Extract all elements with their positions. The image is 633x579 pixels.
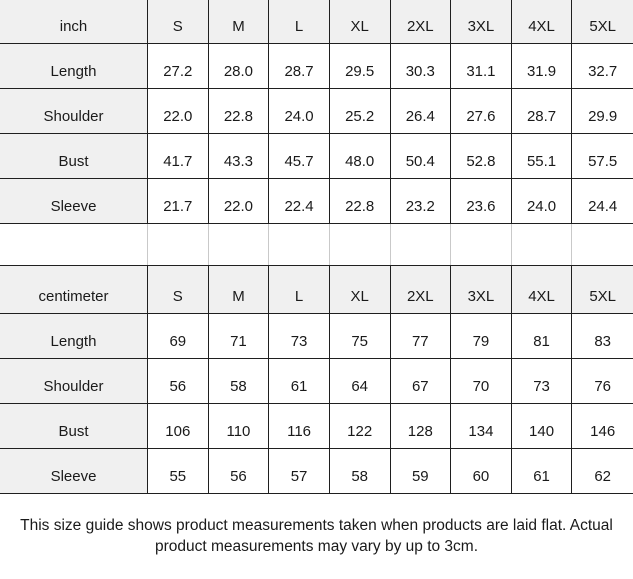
measurement-cell: 28.7	[269, 44, 330, 89]
size-col-header-5xl: 5XL	[572, 0, 633, 44]
measurement-cell: 77	[391, 314, 452, 359]
measurement-cell: 61	[512, 449, 573, 494]
spacer-column	[209, 224, 270, 265]
measurement-cell: 56	[209, 449, 270, 494]
measurement-cell: 76	[572, 359, 633, 404]
measurement-cell: 23.2	[391, 179, 452, 224]
size-col-header-m: M	[209, 0, 270, 44]
measurement-cell: 23.6	[451, 179, 512, 224]
spacer-column	[269, 224, 330, 265]
spacer-column	[330, 224, 391, 265]
size-guide-disclaimer	[0, 515, 633, 557]
measurement-cell: 146	[572, 404, 633, 449]
measurement-cell: 75	[330, 314, 391, 359]
size-col-header-xl: XL	[330, 266, 391, 314]
row-label-bust: Bust	[0, 404, 148, 449]
size-col-header-2xl: 2XL	[391, 266, 452, 314]
measurement-cell: 28.0	[209, 44, 270, 89]
measurement-cell: 24.4	[572, 179, 633, 224]
measurement-cell: 45.7	[269, 134, 330, 179]
measurement-cell: 25.2	[330, 89, 391, 134]
measurement-cell: 64	[330, 359, 391, 404]
size-col-header-2xl: 2XL	[391, 0, 452, 44]
measurement-cell: 22.0	[148, 89, 209, 134]
measurement-cell: 55	[148, 449, 209, 494]
size-col-header-l: L	[269, 0, 330, 44]
row-label-length: Length	[0, 44, 148, 89]
size-table-centimeter	[0, 266, 633, 494]
measurement-cell: 48.0	[330, 134, 391, 179]
measurement-cell: 50.4	[391, 134, 452, 179]
measurement-cell: 56	[148, 359, 209, 404]
measurement-cell: 31.9	[512, 44, 573, 89]
measurement-cell: 24.0	[269, 89, 330, 134]
measurement-cell: 28.7	[512, 89, 573, 134]
spacer-column	[512, 224, 573, 265]
measurement-cell: 52.8	[451, 134, 512, 179]
measurement-cell: 128	[391, 404, 452, 449]
size-col-header-s: S	[148, 266, 209, 314]
measurement-cell: 27.6	[451, 89, 512, 134]
measurement-cell: 106	[148, 404, 209, 449]
measurement-cell: 70	[451, 359, 512, 404]
measurement-cell: 24.0	[512, 179, 573, 224]
spacer-column	[0, 224, 148, 265]
measurement-cell: 122	[330, 404, 391, 449]
measurement-cell: 134	[451, 404, 512, 449]
row-label-shoulder: Shoulder	[0, 359, 148, 404]
measurement-cell: 29.9	[572, 89, 633, 134]
measurement-cell: 59	[391, 449, 452, 494]
measurement-cell: 22.8	[209, 89, 270, 134]
measurement-cell: 69	[148, 314, 209, 359]
row-label-sleeve: Sleeve	[0, 449, 148, 494]
measurement-cell: 73	[269, 314, 330, 359]
size-table-inch	[0, 0, 633, 224]
unit-header-inch: inch	[0, 0, 148, 44]
table-spacer	[0, 224, 633, 266]
row-label-sleeve: Sleeve	[0, 179, 148, 224]
disclaimer-line-2: product measurements may vary by up to 3cm.	[154, 538, 479, 555]
size-col-header-3xl: 3XL	[451, 266, 512, 314]
measurement-cell: 55.1	[512, 134, 573, 179]
measurement-cell: 31.1	[451, 44, 512, 89]
measurement-cell: 73	[512, 359, 573, 404]
size-col-header-xl: XL	[330, 0, 391, 44]
measurement-cell: 32.7	[572, 44, 633, 89]
measurement-cell: 79	[451, 314, 512, 359]
measurement-cell: 61	[269, 359, 330, 404]
row-label-shoulder: Shoulder	[0, 89, 148, 134]
measurement-cell: 41.7	[148, 134, 209, 179]
measurement-cell: 27.2	[148, 44, 209, 89]
size-col-header-5xl: 5XL	[572, 266, 633, 314]
measurement-cell: 29.5	[330, 44, 391, 89]
size-col-header-s: S	[148, 0, 209, 44]
measurement-cell: 21.7	[148, 179, 209, 224]
size-col-header-4xl: 4XL	[512, 0, 573, 44]
row-label-bust: Bust	[0, 134, 148, 179]
spacer-column	[391, 224, 452, 265]
measurement-cell: 60	[451, 449, 512, 494]
measurement-cell: 57.5	[572, 134, 633, 179]
unit-header-centimeter: centimeter	[0, 266, 148, 314]
row-label-length: Length	[0, 314, 148, 359]
measurement-cell: 58	[330, 449, 391, 494]
measurement-cell: 22.8	[330, 179, 391, 224]
measurement-cell: 140	[512, 404, 573, 449]
measurement-cell: 22.4	[269, 179, 330, 224]
measurement-cell: 43.3	[209, 134, 270, 179]
spacer-column	[572, 224, 633, 265]
measurement-cell: 22.0	[209, 179, 270, 224]
size-col-header-4xl: 4XL	[512, 266, 573, 314]
measurement-cell: 71	[209, 314, 270, 359]
measurement-cell: 30.3	[391, 44, 452, 89]
measurement-cell: 62	[572, 449, 633, 494]
measurement-cell: 110	[209, 404, 270, 449]
measurement-cell: 58	[209, 359, 270, 404]
measurement-cell: 67	[391, 359, 452, 404]
spacer-column	[451, 224, 512, 265]
size-col-header-3xl: 3XL	[451, 0, 512, 44]
disclaimer-line-1: This size guide shows product measurements taken when products are laid flat. Actual	[20, 517, 613, 534]
measurement-cell: 57	[269, 449, 330, 494]
measurement-cell: 26.4	[391, 89, 452, 134]
spacer-column	[148, 224, 209, 265]
size-col-header-l: L	[269, 266, 330, 314]
measurement-cell: 116	[269, 404, 330, 449]
measurement-cell: 81	[512, 314, 573, 359]
size-col-header-m: M	[209, 266, 270, 314]
measurement-cell: 83	[572, 314, 633, 359]
